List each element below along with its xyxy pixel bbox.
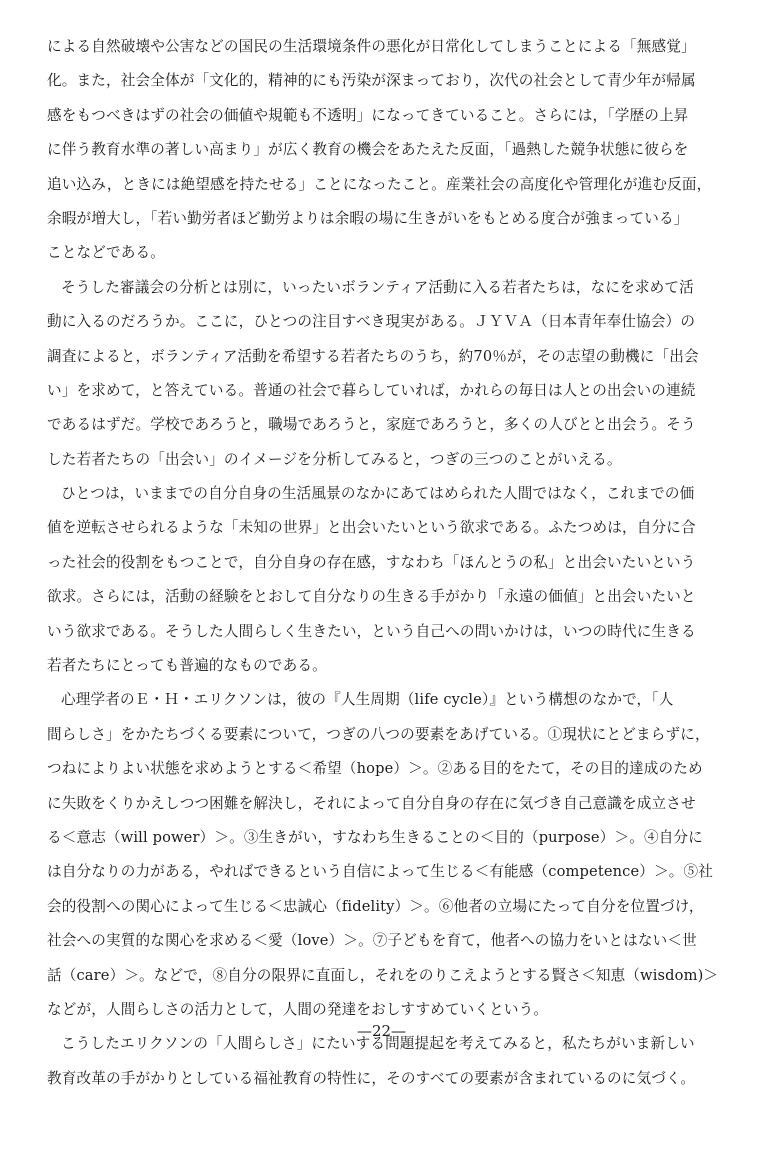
text-line: 動に入るのだろうか。ここに，ひとつの注目すべき現実がある。ＪＹＶＡ（日本青年奉仕協会）の (47, 313, 696, 331)
text-line: 化。また，社会全体が「文化的，精神的にも汚染が深まっており，次代の社会として青少年が帰属 (47, 72, 696, 90)
text-line: 間らしさ」をかたちづくる要素について，つぎの八つの要素をあげている。①現状にとどまらずに， (47, 725, 710, 743)
text-line: ことなどである。 (47, 244, 165, 262)
text-line: 余暇が増大し，「若い勤労者ほど勤労よりは余暇の場に生きがいをもとめる度合が強まっている」 (47, 209, 689, 227)
text-line: こうしたエリクソンの「人間らしさ」にたいする問題提起を考えてみると，私たちがいま新しい (61, 1035, 695, 1053)
text-line: い」を求めて，と答えている。普通の社会で暮らしていれば，かれらの毎日は人との出会いの連続 (47, 381, 696, 399)
text-line: 社会への実質的な関心を求める＜愛（love）＞。⑦子どもを育て，他者への協力をいとはない＜世 (47, 932, 697, 950)
text-line: そうした審議会の分析とは別に，いったいボランティア活動に入る若者たちは，なにを求めて活 (61, 278, 694, 296)
text-line: つねによりよい状態を求めようとする＜希望（hope）＞。②ある目的をたて，その目的達成のため (47, 760, 703, 778)
text-line: した若者たちの「出会い」のイメージを分析してみると，つぎの三つのことがいえる。 (47, 450, 622, 468)
text-line: に伴う教育水準の著しい高まり」が広く教育の機会をあたえた反面，「過熱した競争状態に彼らを (47, 141, 689, 159)
text-line: に失敗をくりかえしつつ困難を解決し，それによって自分自身の存在に気づき自己意識を成立させ (47, 794, 696, 812)
text-line: 心理学者のＥ・Ｈ・エリクソンは，彼の『人生周期（life cycle）』という構想のなかで，「人 (61, 691, 674, 709)
text-line: などが，人間らしさの活力として，人間の発達をおしすすめていくという。 (47, 1000, 549, 1018)
text-line: 話（care）＞。などで，⑧自分の限界に直面し，それをのりこえようとする賢さ＜知恵（wisdom)＞ (47, 966, 719, 984)
text-line: であるはずだ。学校であろうと，職場であろうと，家庭であろうと，多くの人びとと出会う。そう (47, 416, 696, 434)
text-line: 値を逆転させられるような「未知の世界」と出会いたいという欲求である。ふたつめは，自分に合 (47, 519, 696, 537)
text-line: 欲求。さらには，活動の経験をとおして自分なりの生きる手がかり「永遠の価値」と出会いたいと (47, 588, 696, 606)
text-line: 教育改革の手がかりとしている福祉教育の特性に，そのすべての要素が含まれているのに気づく。 (47, 1069, 696, 1087)
text-line: った社会的役割をもつことで，自分自身の存在感，すなわち「ほんとうの私」と出会いたいという (47, 553, 696, 571)
text-line: 調査によると，ボランティア活動を希望する若者たちのうち，約70％が，その志望の動機に「出会 (47, 347, 699, 365)
text-line: 会的役割への関心によって生じる＜忠誠心（fidelity）＞。⑥他者の立場にたって自分を位置づけ， (47, 897, 704, 915)
text-line: 若者たちにとっても普遍的なものである。 (47, 657, 327, 675)
text-line: 追い込み，ときには絶望感を持たせる」ことになったこと。産業社会の高度化や管理化が進む反面， (47, 175, 712, 193)
text-line: による自然破壊や公害などの国民の生活環境条件の悪化が日常化してしまうことによる「無感覚」 (47, 38, 696, 55)
text-line: 感をもつべきはずの社会の価値や規範も不透明」になってきていること。さらには，「学歴の上昇 (47, 106, 689, 124)
text-line: は自分なりの力がある，やればできるという自信によって生じる＜有能感（competence）＞。⑤社 (47, 863, 713, 881)
text-line: ひとつは，いままでの自分自身の生活風景のなかにあてはめられた人間ではなく，これまでの価 (61, 485, 695, 503)
page-number: —22— (356, 1022, 407, 1040)
text-line: いう欲求である。そうした人間らしく生きたい，という自己への問いかけは，いつの時代に生きる (47, 622, 696, 640)
body-text (47, 30, 721, 1096)
text-line: る＜意志（will power）＞。③生きがい，すなわち生きることの＜目的（purpose）＞。④自分に (47, 828, 703, 846)
